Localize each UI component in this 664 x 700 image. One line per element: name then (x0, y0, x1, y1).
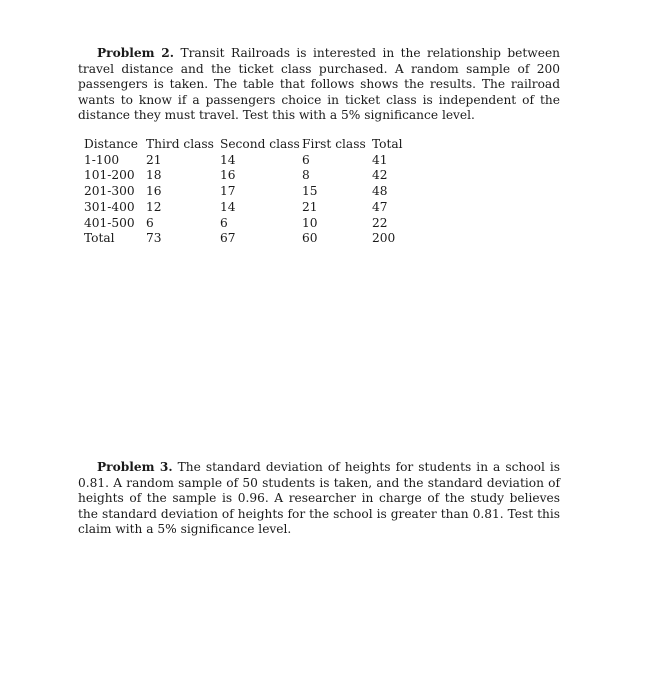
table-cell: 14 (220, 152, 236, 167)
problem-3-paragraph (78, 460, 560, 538)
table-row (84, 216, 412, 232)
table-cell: 21 (302, 199, 318, 214)
table-cell: 8 (302, 168, 310, 183)
table-cell: 6 (302, 152, 310, 167)
table-cell: 14 (220, 199, 236, 214)
table-cell: 1-100 (84, 152, 120, 167)
problem-2-text: Transit Railroads is interested in the relationship between travel distance and the ticket class purchased. A random sample of 200 passengers is taken. The table that follows shows the results. The railroad wants to know if a passengers choice in ticket class is independent of the distance they must travel. Test this with a 5% significance level. (78, 46, 561, 123)
table-cell: 42 (372, 168, 388, 183)
table-cell: 18 (146, 168, 162, 183)
table-row (84, 168, 412, 184)
distance-class-table (84, 137, 412, 247)
table-cell: 6 (146, 215, 154, 230)
problem-2-paragraph (78, 46, 560, 124)
table-cell: 22 (372, 215, 388, 230)
table-cell: 73 (146, 231, 162, 246)
table-cell: 41 (372, 152, 388, 167)
table-cell: 60 (302, 231, 318, 246)
table-cell: 201-300 (84, 184, 135, 199)
table-cell: 6 (220, 215, 228, 230)
table-cell: Total (84, 231, 115, 246)
table-cell: 16 (146, 184, 162, 199)
table-row (84, 153, 412, 169)
table-cell: 47 (372, 199, 388, 214)
table-cell: 21 (146, 152, 162, 167)
table-cell: 67 (220, 231, 236, 246)
table-row (84, 184, 412, 200)
header-second-class: Second class (220, 137, 300, 151)
table-cell: 301-400 (84, 199, 135, 214)
table-cell: 17 (220, 184, 236, 199)
table-header-row (84, 137, 412, 153)
problem-3-text: The standard deviation of heights for students in a school is 0.81. A random sample of 50 students is taken, and the standard deviation of heights of the sample is 0.96. A researcher in charge of the study believes the standard deviation of heights for the school is greater than 0.81. Test this claim with a 5% significance level. (78, 460, 561, 537)
table-cell: 15 (302, 184, 318, 199)
table-cell: 10 (302, 215, 318, 230)
table-total-row (84, 231, 412, 247)
problem-2-heading: Problem 2. (97, 46, 175, 60)
table-row (84, 200, 412, 216)
table-cell: 16 (220, 168, 236, 183)
problem-3-heading: Problem 3. (97, 460, 173, 474)
table-cell: 401-500 (84, 215, 135, 230)
table-cell: 12 (146, 199, 162, 214)
header-first-class: First class (302, 137, 366, 151)
table-cell: 200 (372, 231, 396, 246)
header-total: Total (372, 137, 403, 151)
table-cell: 101-200 (84, 168, 135, 183)
header-distance: Distance (84, 137, 138, 151)
header-third-class: Third class (146, 137, 214, 151)
table-cell: 48 (372, 184, 388, 199)
